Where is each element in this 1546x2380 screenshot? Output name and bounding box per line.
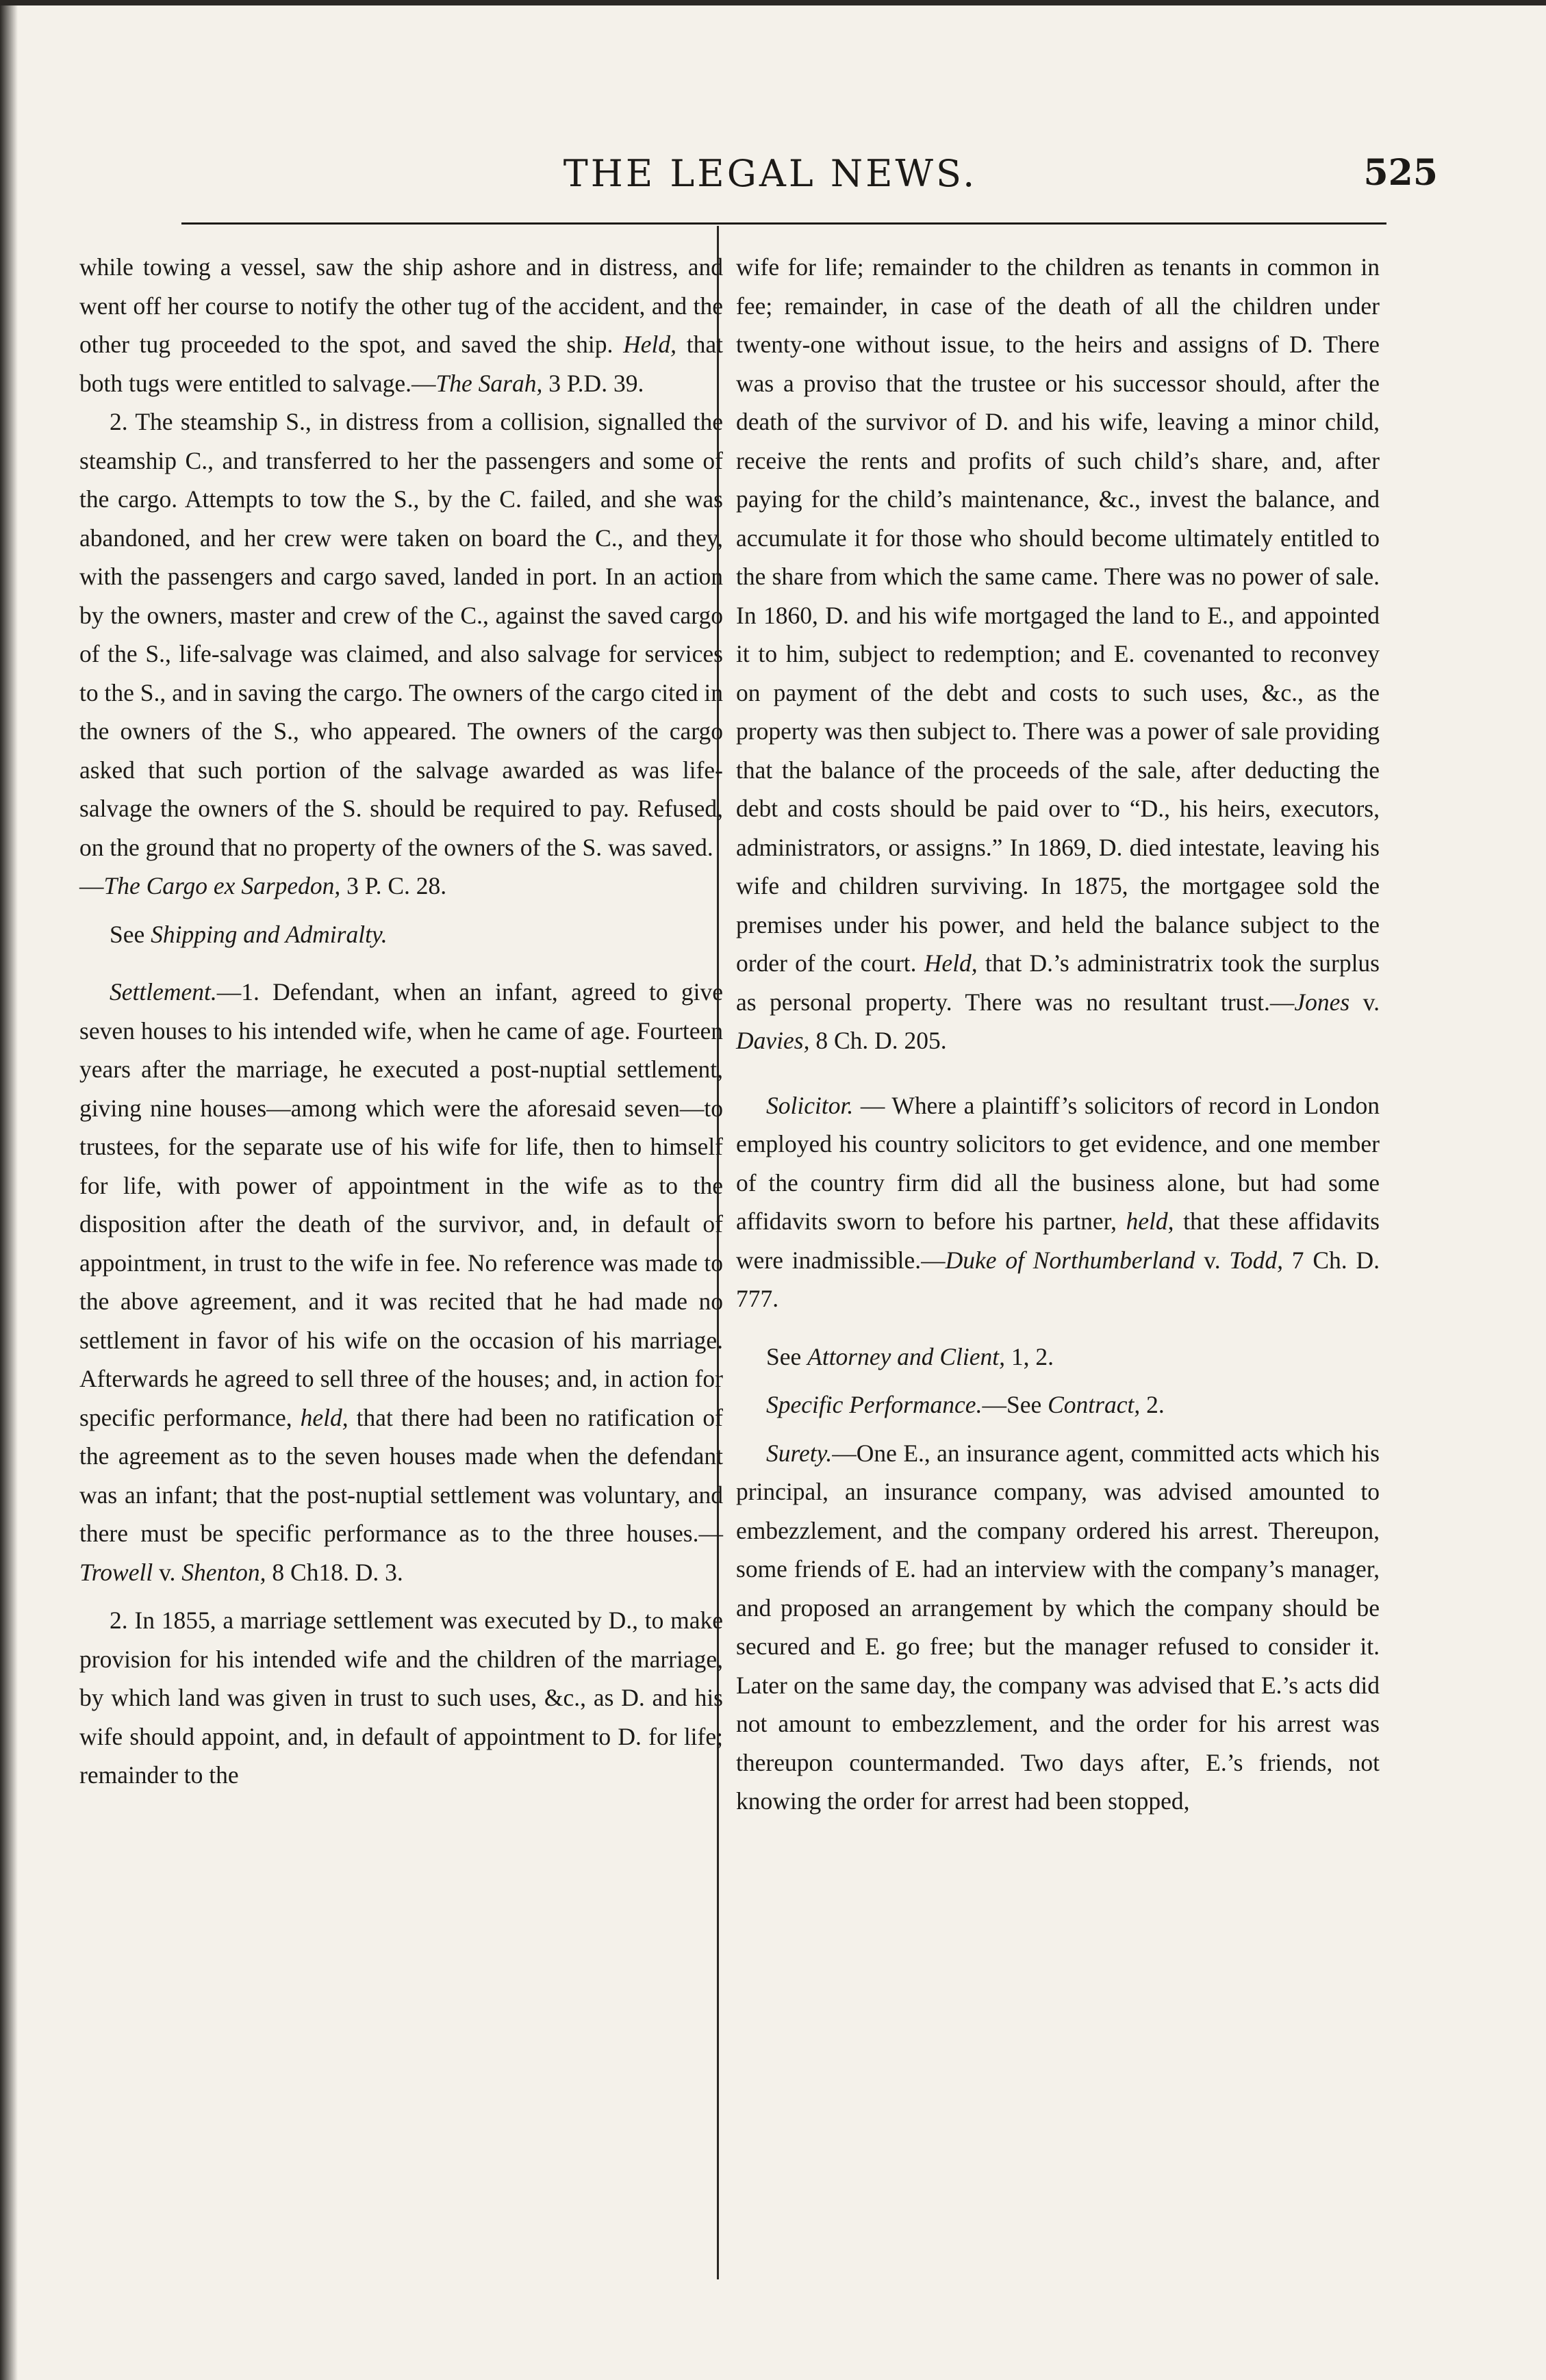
citation: 8 Ch18. D. 3. bbox=[266, 1558, 403, 1586]
citation: 3 P. C. 28. bbox=[340, 872, 447, 899]
entry-heading: Surety. bbox=[766, 1439, 833, 1467]
case-name: Jones bbox=[1294, 988, 1350, 1016]
case-name: Trowell bbox=[79, 1558, 153, 1586]
citation: 3 P.D. 39. bbox=[542, 369, 644, 397]
solicitor-paragraph: Solicitor. — Where a plaintiff’s solicitors of record in London employed his country solicitors to get evidence, and one member of the country firm did all the business alone, but had some affidavits sworn to before his partner, held, that these affidavits were inadmissible.—Duke of Northumberland v. Todd, 7 Ch. D. 777. bbox=[736, 1091, 1380, 1312]
salvage-tugs-paragraph: while towing a vessel, saw the ship ashore and in distress, and went off her course to notify the other tug of the accident, and the other tug proceeded to the spot, and saved the ship. Held, that both tugs were entitled to salvage.—The Sarah, 3 P.D. 39. bbox=[79, 253, 724, 397]
entry-heading: Solicitor. bbox=[766, 1091, 854, 1119]
salvage-sarpedon-paragraph: 2. The steamship S., in distress from a collision, signalled the steamship C., and transferred to her the passengers and some of the cargo. Attempts to tow the S., by the C. failed, and she was abandoned, and her crew were taken on board the C., and they, with the passengers and cargo saved, landed in port. In an action by the owners, master and crew of the C., against the saved cargo of the S., life-salvage was claimed, and also salvage for services to the S., and in saving the cargo. The owners of the cargo cited in the owners of the S., who appeared. The owners of the cargo asked that such portion of the salvage awarded as was life-salvage the owners of the S. should be required to pay. Refused, on the ground that no property of the owners of the S. was saved. —The Cargo ex Sarpedon, 3 P. C. 28. bbox=[79, 408, 723, 899]
page-title: THE LEGAL NEWS. bbox=[563, 152, 978, 195]
settlement-continued-paragraph: wife for life; remainder to the children as tenants in common in fee; remainder, in case of the death of all the children under twenty-one without issue, to the heirs and assigns of D. There was a proviso that the trustee or his successor should, after the death of the survivor of D. and his wife, leaving a minor child, receive the rents and profits of such child’s share, and, after paying for the child’s maintenance, &c., invest the balance, and accumulate it for those who should become ultimately entitled to the share from which the same came. There was no power of sale. In 1860, D. and his wife mortgaged the land to E., and appointed it to him, subject to redemption; and E. covenanted to reconvey on payment of the debt and costs to such uses, &c., as the property was then subject to. There was a power of sale providing that the balance of the proceeds of the sale, after deducting the debt and costs should be paid over to “D., his heirs, executors, administrators, or assigns.” In 1869, D. died intestate, leaving his wife and children surviving. In 1875, the mortgagee sold the premises under his power, and held the balance subject to the order of the court. Held, that D.’s administratrix took the surplus as personal property. There was no resultant trust.—Jones v. Davies, 8 Ch. D. 205. bbox=[736, 253, 1380, 1054]
case-name: Shenton, bbox=[181, 1558, 266, 1586]
case-name: The Sarah, bbox=[435, 369, 543, 397]
section-break bbox=[736, 1060, 1380, 1086]
scan-left-edge bbox=[0, 0, 18, 2380]
case-name: Duke of Northumberland bbox=[945, 1246, 1195, 1274]
right-column bbox=[736, 248, 1380, 2301]
header-rule bbox=[181, 222, 1386, 225]
citation: 8 Ch. D. 205. bbox=[809, 1027, 947, 1054]
page-header bbox=[103, 152, 1438, 207]
case-name: Todd, bbox=[1229, 1246, 1283, 1274]
scan-top-edge bbox=[0, 0, 1546, 5]
specific-performance-entry: Specific Performance.—See Contract, 2. bbox=[766, 1391, 1165, 1418]
cross-reference: See Attorney and Client, 1, 2. bbox=[766, 1342, 1054, 1370]
settlement-paragraph-2: 2. In 1855, a marriage settlement was executed by D., to make provision for his intended wife and the children of the marriage, by which land was given in trust to such uses, &c., as D. and his wife should appoint, and, in default of appointment to D. for life; remainder to the bbox=[79, 1607, 723, 1789]
entry-heading: Settlement. bbox=[110, 978, 217, 1006]
case-name: Davies, bbox=[736, 1027, 810, 1054]
cross-reference: See Shipping and Admiralty. bbox=[110, 920, 388, 948]
entry-heading: Specific Performance. bbox=[766, 1391, 983, 1418]
case-name: The Cargo ex Sarpedon, bbox=[103, 872, 341, 899]
citation: 7 Ch. D. 777. bbox=[736, 1246, 1380, 1312]
page-number: 525 bbox=[1363, 152, 1438, 194]
left-column bbox=[79, 248, 723, 2301]
settlement-paragraph: Settlement.—1. Defendant, when an infant, agreed to give seven houses to his intended wife, when he came of age. Fourteen years after the marriage, he executed a post-nuptial settlement, giving nine houses—among which were the aforesaid seven—to trustees, for the separate use of his wife for life, then to himself for life, with power of appointment in the wife as to the disposition after the death of the survivor, and, in default of appointment, in trust to the wife in fee. No reference was made to the above agreement, and it was recited that he had made no settlement in favor of his wife on the occasion of his marriage. Afterwards he agreed to sell three of the houses; and, in action for specific performance, held, that there had been no ratification of the agreement as to the seven houses made when the defendant was an infant; that the post-nuptial settlement was voluntary, and there must be specific performance as to the three houses.—Trowell v. Shenton, 8 Ch18. D. 3. bbox=[79, 978, 723, 1586]
surety-paragraph: Surety.—One E., an insurance agent, committed acts which his principal, an insurance company, was advised amounted to embezzlement, and the company ordered his arrest. Thereupon, some friends of E. had an interview with the company’s manager, and proposed an arrangement by which the company should be secured and E. go free; but the manager refused to consider it. Later on the same day, the company was advised that E.’s acts did not amount to embezzlement, and the order for his arrest was thereupon countermanded. Two days after, E.’s friends, not knowing the order for arrest had been stopped, bbox=[736, 1439, 1380, 1815]
